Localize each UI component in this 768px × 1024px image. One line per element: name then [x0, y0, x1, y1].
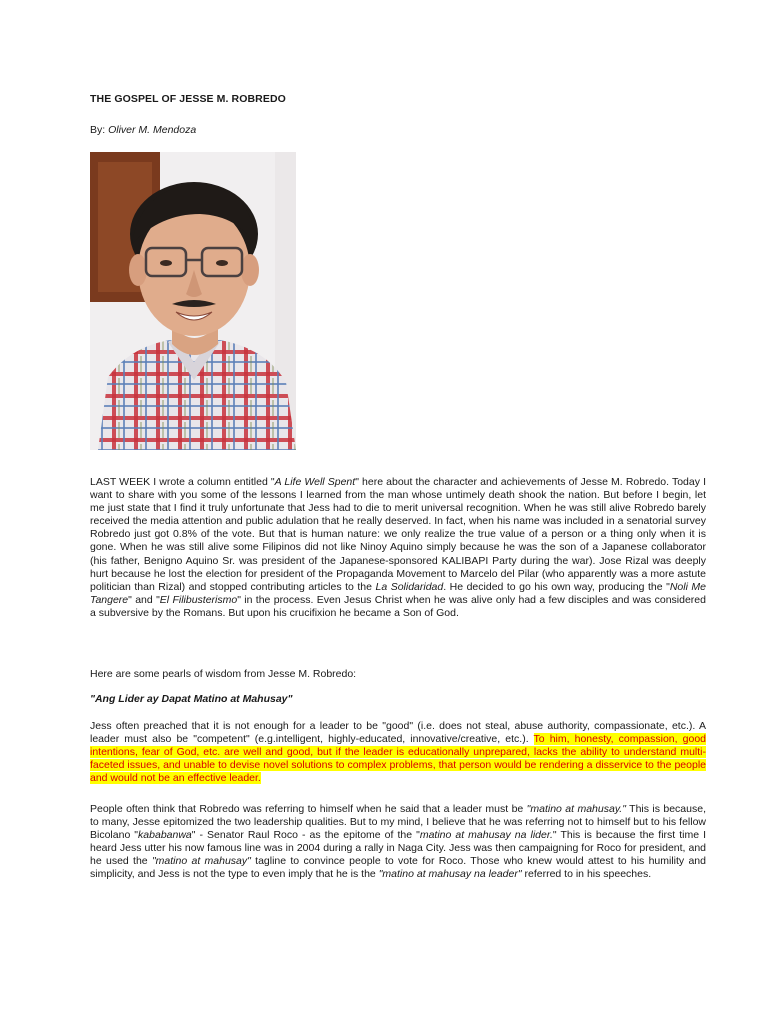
- highlighted-text: To him, honesty, compassion, good intentions, fear of God, etc. are well and good, but if the leader is educationally unprepared, lacks the ability to understand multi-faceted issues, and unable to devise novel solutions to complex problems, that person would be rendering a disservice to the people and would not be an effective leader.: [90, 733, 707, 785]
- paragraph-intro: LAST WEEK I wrote a column entitled "A Life Well Spent" here about the character and achievements of Jesse M. Robredo. Today I want to share with you some of the lessons I learned from the man whose untimely death shook the nation. But before I begin, let me just state that I find it truly unfortunate that Jess had to die to merit universal recognition. When he was still alive Robredo barely received the media attention and public adulation that he really deserved. In fact, when his name was included in a senatorial survey Robredo just got 0.8% of the vote. But that is human nature: we only realize the true value of a person or a thing only when it is gone. When he was still alive some Filipinos did not like Ninoy Aquino simply because he was the son of a Japanese collaborator (his father, Benigno Aquino Sr. was president of the Japanese-sponsored KALIBAPI Party during the war). Jose Rizal was deeply hurt because he lost the election for president of the Propaganda Movement to Marcelo del Pilar (who apparently was a more astute politician than Rizal) and stopped contributing articles to the La Solidaridad. He decided to go his own way, producing the "Noli Me Tangere" and "El Filibusterismo" in the process. Even Jesus Christ when he was alive only had a few disciples and was considered a subversive by the Romans. But upon his crucifixion he became a Son of God.: [90, 476, 707, 619]
- author-name: Oliver M. Mendoza: [108, 124, 197, 136]
- byline: [90, 124, 196, 136]
- by-label: By:: [90, 124, 106, 136]
- paragraph-pearls-intro: Here are some pearls of wisdom from Jesse M. Robredo:: [90, 668, 357, 680]
- section-quote-heading: "Ang Lider ay Dapat Matino at Mahusay": [90, 693, 293, 705]
- author-photo: [90, 152, 296, 450]
- paragraph-matino-mahusay: People often think that Robredo was referring to himself when he said that a leader must be "matino at mahusay." This is because, to many, Jesse epitomized the two leadership qualities. But to my mind, I believe that he was referring not to himself but to his fellow Bicolano "kababanwa" - Senator Raul Roco - as the epitome of the "matino at mahusay na lider." This is because the first time I heard Jess utter his now famous line was in 2004 during a rally in Naga City. Jess was then campaigning for Roco for president, and he used the "matino at mahusay" tagline to convince people to vote for Roco. Those who knew would attest to his humility and simplicity, and Jess is not the type to even imply that he is the "matino at mahusay na leader" referred to in his speeches.: [90, 803, 706, 881]
- article-title: THE GOSPEL OF JESSE M. ROBREDO: [90, 93, 286, 105]
- paragraph-leader-quality: Jess often preached that it is not enough for a leader to be "good" (i.e. does not steal, abuse authority, compassionate, etc.). A leader must also be "competent" (e.g.intelligent, highly-educated, innovative/creative, etc.). To him, honesty, compassion, good intentions, fear of God, etc. are well and good, but if the leader is educationally unprepared, lacks the ability to understand multi-faceted issues, and unable to devise novel solutions to complex problems, that person would be rendering a disservice to the people and would not be an effective leader.: [90, 720, 707, 785]
